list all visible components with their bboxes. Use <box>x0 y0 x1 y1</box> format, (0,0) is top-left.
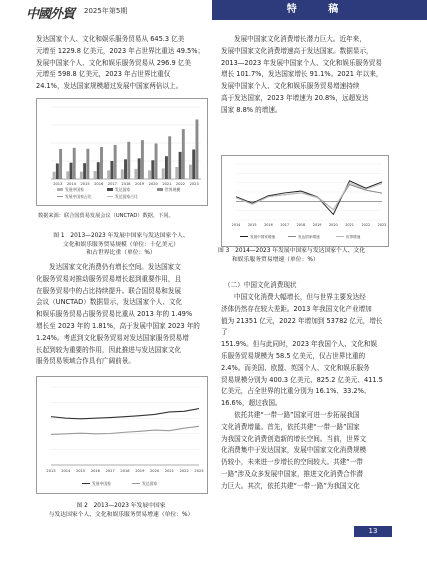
text-line: 发达国家文化消费仍有增长空间。发达国家文 <box>49 263 181 271</box>
caption-line: 图 2 2013—2023 年发展中国家 <box>76 503 166 509</box>
text-line: 服务贸易领域合作具有广阔前景。 <box>36 357 135 366</box>
x-tick-label: 2014 <box>66 182 77 186</box>
bar <box>165 156 168 179</box>
left-column <box>36 34 206 93</box>
x-tick-label: 2019 <box>312 223 322 227</box>
text-line: 24.1%，发达国家规模超过发展中国家两倍以上。 <box>36 82 183 91</box>
para-left-1 <box>36 34 206 93</box>
bar <box>138 158 141 179</box>
figure-3-chart <box>221 155 389 247</box>
x-tick-label: 2017 <box>280 223 289 227</box>
text-line: 2013—2023 年发展中国家个人、文化和娱乐服务贸易 <box>221 58 382 67</box>
bar <box>66 171 69 179</box>
bar <box>56 163 59 179</box>
figure-2-svg <box>37 377 207 493</box>
series-line <box>236 183 382 210</box>
x-tick-label: 2019 <box>135 469 145 473</box>
text-line: 151.9%。但与此同时，2023 年我国个人、文化和娱 <box>221 340 378 349</box>
text-line: 发展中国家个人、文化和娱乐服务贸易增速持续 <box>221 82 360 91</box>
bar <box>151 160 154 179</box>
bar <box>114 145 117 179</box>
legend-label: 发达国家增速 <box>298 235 320 239</box>
bar <box>141 140 144 179</box>
legend-label: 发展中国家占比 <box>65 194 92 199</box>
bar <box>168 136 171 179</box>
right-column-lower <box>221 292 387 493</box>
bar <box>70 163 73 179</box>
para-right-3 <box>221 410 387 493</box>
x-tick-label: 2022 <box>361 223 371 227</box>
x-tick-label: 2021 <box>164 469 174 473</box>
x-tick-label: 2014 <box>61 469 71 473</box>
text-line: 元增至 1229.8 亿美元，2023 年占世界比重达 49.5%； <box>36 46 205 55</box>
magazine-logo: 中國外貿 <box>26 7 75 22</box>
para-left-2 <box>36 262 206 368</box>
text-line: 亿美元，占全世界的比重分别为 16.1%、33.2%、 <box>221 387 371 396</box>
x-tick-label: 2021 <box>345 223 354 227</box>
series-line <box>236 181 382 215</box>
para-right-1 <box>221 34 387 117</box>
legend-label: 发展中国家 <box>92 481 111 486</box>
legend-label: 世界增速 <box>346 235 361 239</box>
legend-label: 发达国家占比 <box>115 194 138 199</box>
legend-label: 世界规模 <box>165 187 181 192</box>
figure-1-caption <box>36 232 206 258</box>
x-tick-label: 2016 <box>90 469 100 473</box>
bar <box>134 169 137 179</box>
para-right-2 <box>221 292 387 410</box>
text-line: 为我国文化消费创造新的增长空间。当前，世界文 <box>221 434 367 443</box>
text-line: 化服务贸易对推动服务贸易增长起到重要作用，且 <box>36 274 182 283</box>
text-line: 乐服务贸易规模为 58.5 亿美元，仅占世界比重的 <box>221 351 366 360</box>
figure-1-svg <box>37 99 207 205</box>
legend-swatch <box>57 188 63 191</box>
figure-3-svg <box>222 156 388 246</box>
text-line: 依托共建“一带一路”国家可进一步拓展我国 <box>234 410 360 419</box>
text-line: 中国文化消费大幅增长，但与世界主要发达经 <box>234 293 366 301</box>
x-tick-label: 2023 <box>189 182 199 186</box>
x-tick-label: 2013 <box>53 182 63 186</box>
section-subhead: （二）中国文化消费现状 <box>224 281 297 289</box>
bar <box>83 163 86 179</box>
bar <box>195 119 198 179</box>
figure-3-caption <box>218 247 390 264</box>
x-tick-label: 2015 <box>76 469 86 473</box>
x-tick-label: 2018 <box>296 223 306 227</box>
x-tick-label: 2023 <box>194 469 204 473</box>
x-tick-label: 2020 <box>148 182 158 186</box>
bar <box>110 161 113 179</box>
caption-line: 和占世界比重（单位：%） <box>86 250 156 256</box>
bar <box>107 170 110 179</box>
text-line: 济体仍然存在较大差距。2013 年我国文化产业增加 <box>221 304 372 313</box>
x-tick-label: 2023 <box>377 223 387 227</box>
legend-label: 发达国家 <box>142 481 158 486</box>
x-tick-label: 2017 <box>105 469 115 473</box>
bar <box>189 165 192 179</box>
bar <box>175 167 178 179</box>
bar <box>182 129 185 179</box>
text-line: 仍较小，未来进一步增长的空间较大。共建“一带 <box>221 458 363 467</box>
legend-label: 发展中国家增速 <box>250 235 276 239</box>
bar <box>121 169 124 179</box>
text-line: 1.24%。考虑到文化服务贸易对发达国家服务贸易增 <box>36 333 189 342</box>
text-line: 增长至 2023 年的 1.81%，高于发展中国家 2023 年的 <box>36 321 200 330</box>
bar <box>59 149 62 179</box>
x-tick-label: 2016 <box>94 182 104 186</box>
text-line: 发展中国家文化消费增长潜力巨大。近年来， <box>234 35 366 43</box>
text-line: 贸易规模分别为 400.3 亿美元、825.2 亿美元、411.5 <box>221 375 383 384</box>
x-tick-label: 2021 <box>162 182 172 186</box>
figure-2-chart <box>36 376 208 494</box>
series-line <box>236 185 382 210</box>
legend-label: 发达国家 <box>115 187 131 192</box>
issue-label: 2025年第5期 <box>84 7 128 15</box>
text-line: 高于发达国家，2023 年增速为 20.8%，远超发达 <box>221 93 369 102</box>
figure-2-caption <box>30 502 212 519</box>
x-tick-label: 2013 <box>46 469 56 473</box>
x-tick-label: 2019 <box>135 182 145 186</box>
text-line: 文化消费增量。首先，依托共建“一带一路”国家 <box>221 422 360 431</box>
x-tick-label: 2015 <box>80 182 90 186</box>
text-line: 一路”涉及众多发展中国家，推进文化消费合作潜 <box>221 469 363 478</box>
bar <box>179 152 182 179</box>
figure-1-source: 数据来源：联合国贸易发展会议（UNCTAD）数据，下同。 <box>38 213 174 219</box>
x-tick-label: 2018 <box>121 182 131 186</box>
text-line: 长起到较为重要的作用，因此推进与发达国家文化 <box>36 345 182 354</box>
bar <box>80 172 83 179</box>
caption-line: 图 3 2014—2023 年发展中国家与发达国家个人、文化 <box>218 248 366 254</box>
text-line: 国家 8.8% 的增速。 <box>221 105 282 114</box>
caption-line: 和娱乐服务贸易增速（单位：%） <box>232 256 319 263</box>
text-line: 发展中国家文化消费增速高于发达国家。数据显示， <box>221 46 373 55</box>
bar <box>94 171 97 179</box>
bar <box>148 170 151 179</box>
text-line: 2.4%。而美国、欧盟、英国个人、文化和娱乐服务 <box>221 363 370 372</box>
bar <box>192 149 195 179</box>
legend-swatch <box>107 188 113 191</box>
text-line: 会议（UNCTAD）数据显示，发达国家个人、文化 <box>36 298 183 307</box>
series-line <box>51 409 199 419</box>
x-tick-label: 2022 <box>179 469 189 473</box>
bar <box>127 142 130 179</box>
page-header <box>0 0 427 22</box>
text-line: 发达国家个人、文化和娱乐服务贸易从 645.3 亿美 <box>36 35 185 43</box>
text-line: 在服务贸易中的占比持续提升。联合国贸易和发展 <box>36 286 182 295</box>
x-tick-label: 2017 <box>107 182 117 186</box>
text-line: 值为 21351 亿元，2022 年增加到 53782 亿元，增长了 <box>221 316 383 337</box>
page-number: 13 <box>354 526 392 537</box>
x-tick-label: 2015 <box>247 223 257 227</box>
section-title: 特 稿 <box>212 0 427 20</box>
x-tick-label: 2014 <box>231 223 241 227</box>
text-line: 16.6%，超过我国。 <box>221 399 282 408</box>
x-tick-label: 2020 <box>329 223 338 227</box>
text-line: 和娱乐服务贸易占服务贸易比重从 2013 年的 1.49% <box>36 310 193 319</box>
bar <box>53 172 56 179</box>
bar <box>86 149 89 179</box>
bar <box>97 162 100 179</box>
bar <box>155 143 158 179</box>
legend-label: 发展中国家 <box>65 187 84 192</box>
text-line: 元增至 598.8 亿美元，2023 年占世界比重仅 <box>36 70 171 79</box>
x-tick-label: 2020 <box>150 469 160 473</box>
text-line: 增长 101.7%，发达国家增长 91.1%。2021 年以来， <box>221 70 383 79</box>
series-line <box>51 426 199 434</box>
text-line: 力巨大。其次，依托共建“一带一路”为我国文化 <box>221 481 360 490</box>
bar <box>73 148 76 179</box>
x-tick-label: 2016 <box>264 223 273 227</box>
figure-1-chart <box>36 98 208 206</box>
x-tick-label: 2018 <box>120 469 130 473</box>
caption-line: 图 1 2013—2023 年发展中国家与发达国家个人、 <box>53 233 189 239</box>
bar <box>162 168 165 179</box>
right-column <box>221 34 387 117</box>
caption-line: 文化和娱乐服务贸易规模（单位：十亿美元） <box>63 241 179 248</box>
text-line: 化消费集中于发达国家，发展中国家文化消费规模 <box>221 446 367 455</box>
bar <box>124 159 127 179</box>
caption-line: 与发达国家个人、文化和娱乐服务贸易增速（单位：%） <box>48 511 194 518</box>
text-line: 发展中国家个人、文化和娱乐服务贸易从 296.9 亿美 <box>36 58 191 67</box>
legend-swatch <box>157 188 163 191</box>
bar <box>100 147 103 179</box>
x-tick-label: 2022 <box>175 182 186 186</box>
left-column-lower <box>36 262 206 368</box>
